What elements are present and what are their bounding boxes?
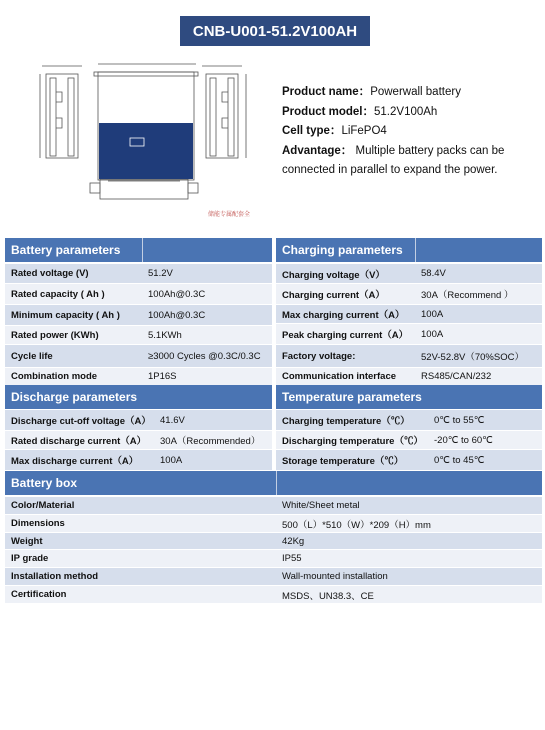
product-name-line: Product name：Powerwall battery — [282, 86, 461, 98]
table-row: Certification MSDS、UN38.3、CE — [5, 586, 542, 603]
table-row: Dimensions 500（L）*510（W）*209（H）mm — [5, 515, 542, 532]
table-row: Installation method Wall-mounted installation — [5, 568, 542, 585]
table-row: Rated capacity ( Ah ) 100Ah@0.3C — [5, 284, 272, 304]
product-info — [282, 83, 532, 181]
battery-technical-drawing — [30, 56, 265, 221]
product-drawings — [30, 56, 265, 221]
table-row: Discharging temperature（℃） -20℃ to 60℃ — [276, 431, 542, 449]
table-row: Rated voltage (V) 51.2V — [5, 264, 272, 283]
table-row: Communication interface RS485/CAN/232 — [276, 368, 542, 385]
watermark-text: 储能专属配套全 — [208, 211, 251, 218]
charging-parameters-header-fill — [415, 238, 542, 262]
battery-parameters-header: Battery parameters — [5, 238, 142, 262]
table-row: Factory voltage: 52V-52.8V（70%SOC） — [276, 345, 542, 367]
table-row: Cycle life ≥3000 Cycles @0.3C/0.3C — [5, 345, 272, 367]
table-row: Rated discharge current（A） 30A（Recommended） — [5, 431, 272, 449]
table-row: Max discharge current（A） 100A — [5, 450, 272, 470]
charging-parameters-header: Charging parameters — [276, 238, 415, 262]
table-row: Combination mode 1P16S — [5, 368, 272, 385]
temperature-parameters-header: Temperature parameters — [276, 385, 542, 409]
table-row: Charging current（A） 30A（Recommend ） — [276, 284, 542, 304]
table-row: Minimum capacity ( Ah ) 100Ah@0.3C — [5, 305, 272, 325]
product-model-line: Product model：51.2V100Ah — [282, 105, 438, 118]
page-title: CNB-U001-51.2V100AH — [180, 16, 370, 46]
table-row: Max charging current（A） 100A — [276, 305, 542, 323]
table-row: Charging voltage（V） 58.4V — [276, 264, 542, 283]
table-row: Discharge cut-off voltage（A） 41.6V — [5, 410, 272, 430]
table-row: Storage temperature（℃） 0℃ to 45℃ — [276, 450, 542, 470]
discharge-parameters-header: Discharge parameters — [5, 385, 272, 409]
table-row: Color/Material White/Sheet metal — [5, 497, 542, 514]
table-row: Peak charging current（A） 100A — [276, 324, 542, 344]
cell-type-line: Cell type：LiFePO4 — [282, 125, 387, 137]
table-row: Weight 42Kg — [5, 533, 542, 549]
advantage-line: Advantage： Multiple battery packs can be connected in parallel to expand the power. — [282, 144, 505, 176]
table-row: Charging temperature（℃） 0℃ to 55℃ — [276, 410, 542, 430]
table-row: IP grade IP55 — [5, 550, 542, 567]
battery-box-header-fill — [276, 471, 542, 495]
table-row: Rated power (KWh) 5.1KWh — [5, 326, 272, 344]
battery-parameters-header-fill — [142, 238, 272, 262]
battery-box-header: Battery box — [5, 471, 276, 495]
